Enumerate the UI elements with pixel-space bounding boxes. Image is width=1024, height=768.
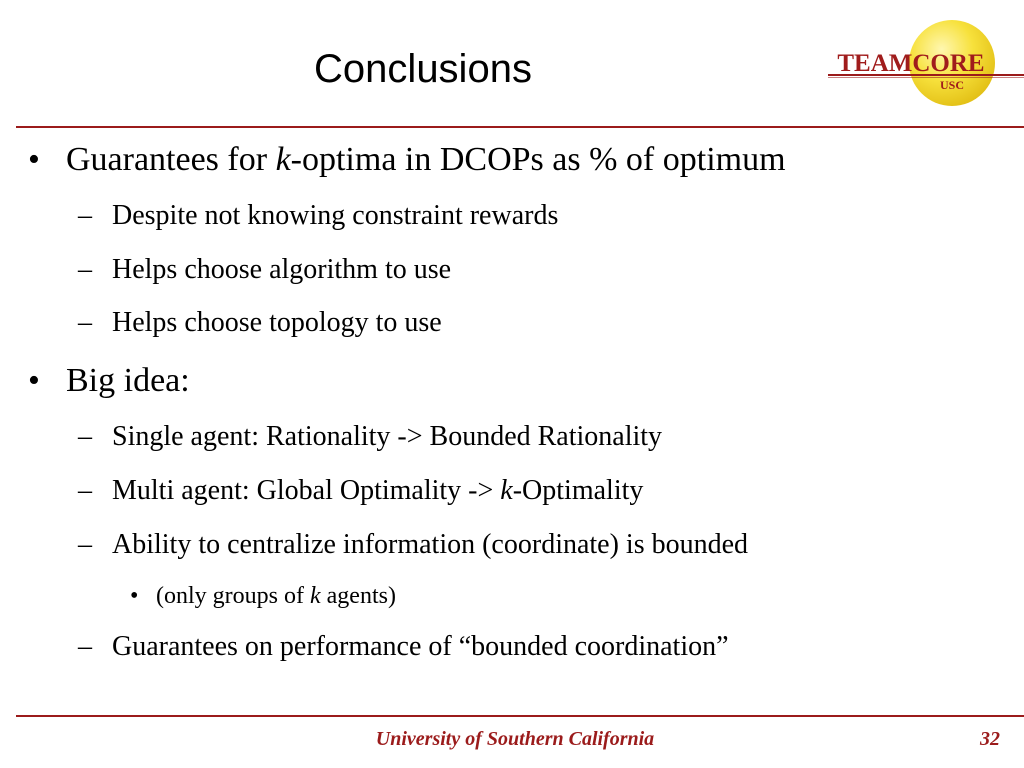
sub-bullet-constraint-rewards: Despite not knowing constraint rewards xyxy=(112,200,559,231)
sub-sub-bullet-marker: • xyxy=(130,583,139,609)
sub-sub-bullet-groups-of-k xyxy=(156,581,396,611)
sub-bullet-bounded-coordination: Guarantees on performance of “bounded coordination” xyxy=(112,631,729,662)
slide-title: Conclusions xyxy=(314,47,532,91)
sub-bullet-marker: – xyxy=(78,631,92,662)
logo-subtext: USC xyxy=(939,78,964,92)
sub-bullet-marker: – xyxy=(78,307,92,338)
sub-bullet-marker: – xyxy=(78,200,92,231)
bullet-text: -optima in DCOPs as % of optimum xyxy=(290,141,786,178)
sub-bullet-marker: – xyxy=(78,475,92,506)
bullet-text: agents) xyxy=(320,583,396,609)
bullet-text-italic-k: k xyxy=(500,475,513,506)
bullet-text: Multi agent: Global Optimality -> xyxy=(112,475,501,506)
bullet-text-italic-k: k xyxy=(309,583,321,609)
footer-organization: University of Southern California xyxy=(375,728,655,750)
bullet-text: (only groups of xyxy=(156,583,310,609)
bullet-text-italic-k: k xyxy=(275,141,291,178)
sub-bullet-multi-agent xyxy=(112,474,643,508)
bullet-marker: • xyxy=(28,141,40,178)
bullet-marker: • xyxy=(28,362,40,399)
sub-bullet-marker: – xyxy=(78,421,92,452)
bullet-guarantees xyxy=(66,140,786,180)
footer-divider xyxy=(16,715,1024,717)
sub-bullet-single-agent: Single agent: Rationality -> Bounded Rationality xyxy=(112,421,663,452)
sub-bullet-choose-topology: Helps choose topology to use xyxy=(112,307,442,338)
sub-bullet-choose-algorithm: Helps choose algorithm to use xyxy=(112,254,452,285)
bullet-text: Guarantees for xyxy=(66,141,276,178)
bullet-text: -Optimality xyxy=(512,475,644,506)
logo-text: TEAMCORE xyxy=(837,50,985,77)
footer-page-number: 32 xyxy=(980,728,1000,750)
sub-bullet-marker: – xyxy=(78,254,92,285)
sub-bullet-centralize-information: Ability to centralize information (coordinate) is bounded xyxy=(112,529,749,560)
bullet-big-idea: Big idea: xyxy=(66,362,190,399)
sub-bullet-marker: – xyxy=(78,529,92,560)
